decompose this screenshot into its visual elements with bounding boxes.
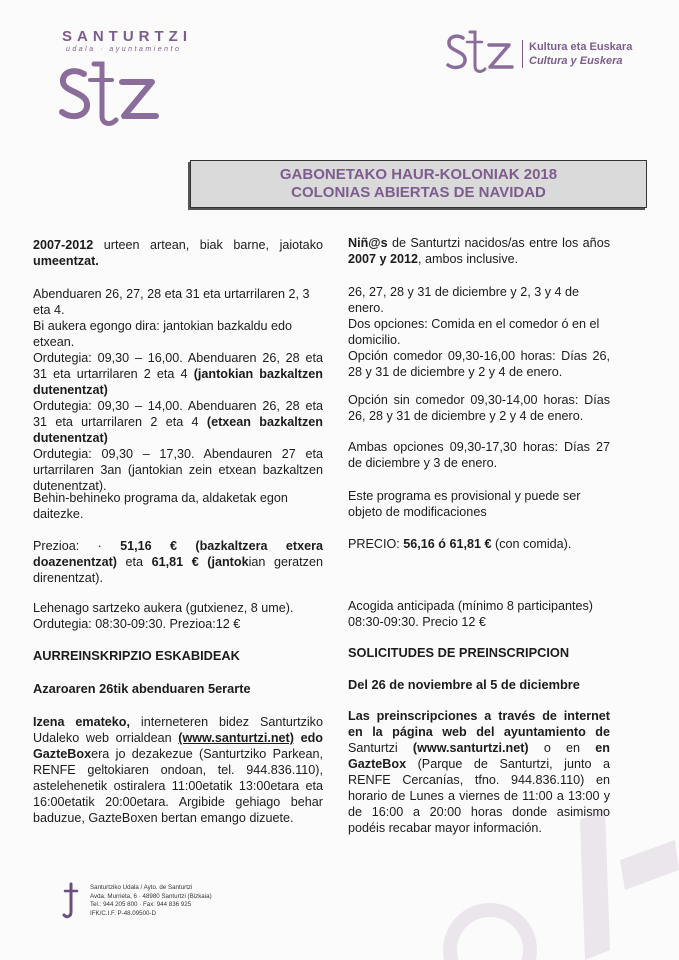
footer-line: Avda. Murrieta, 6 · 48980 Santurtzi (Bizkaia) <box>90 892 212 900</box>
basque-prereg-dates: Azaroaren 26tik abenduaren 5erarte <box>33 681 251 696</box>
basque-provisional: Behin-behineko programa da, aldaketak egon daitezke. <box>33 491 288 521</box>
reg-town: Santurtzi <box>348 741 413 755</box>
logo-divider <box>522 40 523 68</box>
spanish-prereg-heading: SOLICITUDES DE PREINSCRIPCION <box>348 645 570 660</box>
footer-logo-icon <box>62 882 80 920</box>
spanish-option-3: Ambas opciones 09,30-17,30 horas: Días 27 de diciembre y 3 de enero. <box>348 440 610 470</box>
intro-end: , ambos inclusive. <box>418 252 519 266</box>
spanish-options: Dos opciones: Comida en el comedor ó en el domicilio. <box>348 317 600 347</box>
schedule-2-bold: (etxean bazkaltzen dutenentzat) <box>33 415 323 445</box>
reg-bold: Las preinscripciones a través de internet en la página web del ayuntamiento de <box>348 709 610 739</box>
stz-small-logo-icon <box>445 30 525 78</box>
footer-line: Santurtziko Udala / Ayto. de Santurtzi <box>90 884 193 891</box>
intro-kids: Niñ@s <box>348 236 388 250</box>
footer-line: Tel.: 944 205 800 · Fax: 944 836 925 <box>90 901 192 909</box>
watermark-logo-icon <box>430 800 679 960</box>
logo-wordmark: SANTURTZI <box>62 28 192 45</box>
price-canteen: 61,81 € (jantok <box>151 555 249 569</box>
schedule-1-bold: (jantokian bazkaltzen dutenentzat) <box>33 367 323 397</box>
price-label: Prezioa: · <box>33 539 121 553</box>
intro-bold: umeentzat. <box>33 254 99 268</box>
basque-options: Bi aukera egongo dira: jantokian bazkaldu edo etxean. <box>33 319 293 349</box>
basque-schedule-2 <box>33 398 323 446</box>
website-link[interactable]: (www.santurtzi.net) <box>412 741 529 755</box>
spanish-intro <box>348 235 610 267</box>
title-spanish: COLONIAS ABIERTAS DE NAVIDAD <box>291 184 546 201</box>
price-home: 51,16 € (bazkaltzera etxera doazenentzat) <box>33 539 323 569</box>
price-canteen-rest: ian geratzen direnentzat). <box>33 555 323 585</box>
basque-price <box>33 538 323 586</box>
spanish-early-1: Acogida anticipada (mínimo 8 participantes) <box>348 599 594 613</box>
price-note: (con comida). <box>491 537 572 551</box>
spanish-option-1: Opción comedor 09,30-16,00 horas: Días 26, 28 y 31 de diciembre y 2 y 4 de enero. <box>348 349 610 379</box>
reg-gaztebox: edo GazteBox <box>33 731 323 761</box>
spanish-early-2: 08:30-09:30. Precio 12 € <box>348 615 486 629</box>
intro-years: 2007-2012 <box>33 238 94 252</box>
basque-intro <box>33 237 323 269</box>
basque-schedule-3: Ordutegia: 09,30 – 17,30. Abendauren 27 eta urtarrilaren 3an (jantokian zein etxean bazkaltzen dutenentzat). <box>33 447 323 493</box>
price-label: PRECIO: <box>348 537 404 551</box>
basque-early-2: Ordutegia: 08:30-09:30. Prezioa:12 € <box>33 617 241 631</box>
reg-details: era jo dezakezue (Santurtziko Parkean, RENFE geltokiaren ondoan, tel. 944.836.110), astelehenetik ostiralera 11:00etatik 13:00etara eta 16:00etatik 20:00etara. Argibide gehiago behar baduzue, GazteBoxen bertan emango dizuete. <box>33 747 323 825</box>
spanish-price <box>348 536 610 552</box>
footer-address <box>90 884 212 918</box>
schedule-1-text: Ordutegia: 09,30 – 16,00. Abenduaren 26, 28 eta 31 eta urtarrilaren 2 eta 4 <box>33 351 323 381</box>
footer-line: IFK/C.I.F. P-48.09500-D <box>90 909 157 917</box>
logo-subtitle: udala · ayuntamiento <box>66 46 182 53</box>
dept-name-spanish: Cultura y Euskera <box>529 55 623 67</box>
spanish-option-2: Opción sin comedor 09,30-14,00 horas: Días 26, 28 y 31 de diciembre y 2 y 4 de enero. <box>348 393 610 423</box>
website-link[interactable]: (www.santurtzi.net) <box>178 731 294 745</box>
reg-details: (Parque de Santurtzi, junto a RENFE Cercanías, tfno. 944.836.110) en horario de Lunes a viernes de 11:00 a 13:00 y de 16:00 a 20:00 horas donde asimismo podéis recabar mayor información. <box>348 757 610 835</box>
title-box <box>190 160 647 208</box>
price-and: eta <box>116 555 152 569</box>
basque-dates: Abenduaren 26, 27, 28 eta 31 eta urtarrilaren 2, 3 eta 4. <box>33 287 310 317</box>
stz-logo-icon <box>56 60 166 130</box>
reg-or: o en <box>528 741 596 755</box>
reg-text: interneteren bidez Santurtziko Udaleko web orrialdean <box>33 715 323 745</box>
basque-schedule-1 <box>33 350 323 398</box>
basque-early-1: Lehenago sartzeko aukera (gutxienez, 8 ume). <box>33 601 294 615</box>
intro-years: 2007 y 2012 <box>348 252 419 266</box>
reg-bold: Izena emateko, <box>33 715 130 729</box>
schedule-2-text: Ordutegia: 09,30 – 14,00. Abenduaren 26, 28 eta 31 eta urtarrilaren 2 eta 4 <box>33 399 323 429</box>
spanish-provisional: Este programa es provisional y puede ser objeto de modificaciones <box>348 489 581 519</box>
title-basque: GABONETAKO HAUR-KOLONIAK 2018 <box>279 166 558 183</box>
intro-text: urteen artean, biak barne, jaiotako <box>93 238 323 252</box>
price-values: 56,16 ó 61,81 € <box>403 537 492 551</box>
reg-gaztebox: en GazteBox <box>348 741 610 771</box>
dept-name-basque: Kultura eta Euskara <box>529 41 633 53</box>
spanish-dates: 26, 27, 28 y 31 de diciembre y 2, 3 y 4 de enero. <box>348 285 580 315</box>
intro-text: de Santurtzi nacidos/as entre los años <box>387 236 610 250</box>
basque-prereg-heading: AURREINSKRIPZIO ESKABIDEAK <box>33 648 240 663</box>
basque-registration <box>33 714 323 826</box>
spanish-prereg-dates: Del 26 de noviembre al 5 de diciembre <box>348 677 580 692</box>
